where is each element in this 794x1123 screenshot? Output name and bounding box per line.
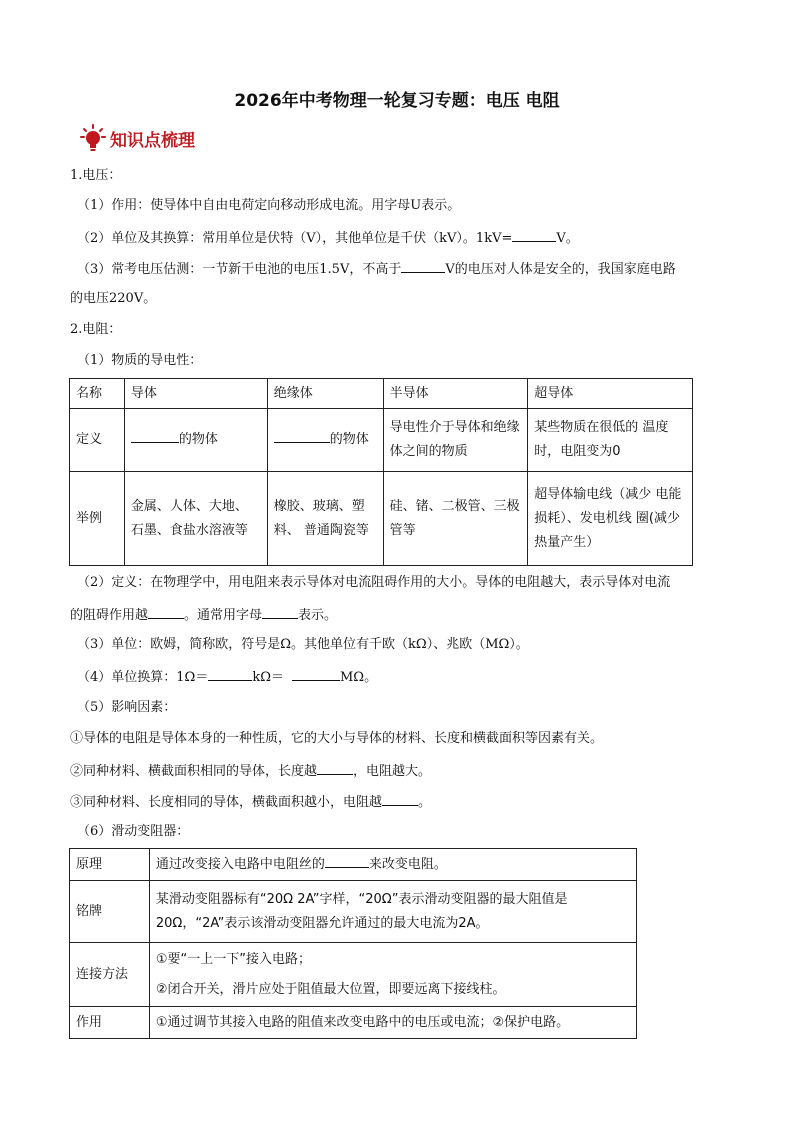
rheostat-heading: （6）滑动变阻器：	[77, 824, 190, 839]
factor-1: ①导体的电阻是导体本身的一种性质，它的大小与导体的材料、长度和横截面积等因素有关。	[70, 731, 604, 746]
fill-blank[interactable]	[292, 666, 340, 681]
row-label: 作用	[70, 1007, 150, 1039]
header-cell: 绝缘体	[267, 379, 383, 409]
table-row	[70, 379, 693, 409]
header-cell: 超导体	[528, 379, 693, 409]
fill-blank[interactable]	[274, 428, 330, 443]
rheostat-table	[69, 848, 637, 1039]
voltage-estimate	[77, 258, 676, 280]
text: 来改变电阻。	[368, 856, 447, 872]
text: （4）单位换算：1Ω＝	[77, 670, 209, 685]
fill-blank[interactable]	[208, 666, 252, 681]
cell-nameplate: 某滑动变阻器标有“20Ω 2A”字样，“20Ω”表示滑动变阻器的最大阻值是20Ω，“2A”表示该滑动变阻器允许通过的最大电流为2A。	[149, 881, 636, 943]
text: 的物体	[329, 432, 369, 447]
lightbulb-icon	[80, 124, 106, 152]
row-label: 连接方法	[70, 943, 150, 1007]
row-label: 举例	[70, 472, 125, 566]
header-cell: 导体	[124, 379, 267, 409]
cell-conductor-def	[124, 409, 267, 472]
cell-connection	[149, 943, 636, 1007]
table-row	[70, 943, 637, 1007]
cell-superconductor-def: 某些物质在很低的 温度时，电阻变为0	[528, 409, 693, 472]
text: V。	[556, 231, 579, 246]
voltage-units	[77, 227, 579, 249]
text: ②同种材料、横截面积相同的导体，长度越	[70, 764, 318, 779]
voltage-function: （1）作用：使导体中自由电荷定向移动形成电流。用字母U表示。	[77, 198, 461, 213]
fill-blank[interactable]	[148, 604, 184, 619]
resistance-definition: （2）定义：在物理学中，用电阻来表示导体对电流阻碍作用的大小。导体的电阻越大，表示导体对电流	[77, 575, 671, 590]
voltage-estimate-cont: 的电压220V。	[70, 291, 157, 306]
table-row	[70, 849, 637, 881]
document-title: 2026年中考物理一轮复习专题：电压 电阻	[234, 91, 560, 111]
row-label: 铭牌	[70, 881, 150, 943]
text: 。	[418, 795, 432, 810]
text: MΩ。	[339, 670, 378, 685]
text: ③同种材料、长度相同的导体，横截面积越小，电阻越	[70, 795, 383, 810]
fill-blank[interactable]	[325, 853, 369, 868]
text: kΩ＝	[252, 670, 284, 685]
fill-blank[interactable]	[262, 604, 298, 619]
cell-conductor-ex: 金属、人体、大地、石墨、食盐水溶液等	[124, 472, 267, 566]
row-label: 定义	[70, 409, 125, 472]
fill-blank[interactable]	[131, 428, 179, 443]
unit-conversion	[77, 666, 377, 688]
row-label: 原理	[70, 849, 150, 881]
cell-semiconductor-def: 导电性介于导体和绝缘体之间的物质	[383, 409, 528, 472]
text: ①要“一上一下”接入电路；	[155, 951, 311, 967]
text: 表示。	[298, 608, 338, 623]
table-row	[70, 409, 693, 472]
heading-voltage: 1.电压：	[70, 168, 122, 183]
fill-blank[interactable]	[512, 227, 556, 242]
table-row	[70, 881, 637, 943]
factors-heading: （5）影响因素：	[77, 700, 177, 715]
text: 通过改变接入电路中电阻丝的	[155, 856, 325, 872]
cell-principle	[149, 849, 636, 881]
cell-insulator-ex: 橡胶、玻璃、塑料、 普通陶瓷等	[267, 472, 383, 566]
text: （3）常考电压估测：一节新干电池的电压1.5V，不高于	[77, 262, 402, 277]
conductivity-heading: （1）物质的导电性：	[77, 353, 203, 368]
text: （2）单位及其换算：常用单位是伏特（V），其他单位是千伏（kV）。1kV=	[77, 231, 513, 246]
section-label: 知识点梳理	[110, 130, 195, 151]
conductivity-table	[69, 378, 693, 566]
resistance-definition-cont	[70, 604, 337, 626]
table-row	[70, 1007, 637, 1039]
factor-3	[70, 791, 431, 813]
cell-insulator-def	[267, 409, 383, 472]
header-cell: 半导体	[383, 379, 528, 409]
cell-semiconductor-ex: 硅、锗、二极管、三极管等	[383, 472, 528, 566]
table-row	[70, 472, 693, 566]
heading-resistance: 2.电阻：	[70, 322, 122, 337]
text: 的阻碍作用越	[70, 608, 149, 623]
cell-superconductor-ex: 超导体输电线（减少 电能损耗）、发电机线 圈(减少热量产生）	[528, 472, 693, 566]
text: V的电压对人体是安全的，我国家庭电路	[445, 262, 676, 277]
header-cell: 名称	[70, 379, 125, 409]
fill-blank[interactable]	[401, 258, 445, 273]
text: ②闭合开关，滑片应处于阻值最大位置，即要远离下接线柱。	[155, 981, 506, 997]
cell-function: ①通过调节其接入电路的阻值来改变电路中的电压或电流；②保护电路。	[149, 1007, 636, 1039]
resistance-units: （3）单位：欧姆，简称欧，符号是Ω。其他单位有千欧（kΩ）、兆欧（MΩ）。	[77, 637, 529, 652]
factor-2	[70, 760, 431, 782]
text: ，电阻越大。	[353, 764, 432, 779]
fill-blank[interactable]	[382, 791, 418, 806]
text: 的物体	[178, 432, 218, 447]
section-header	[80, 124, 195, 152]
fill-blank[interactable]	[317, 760, 353, 775]
text: 。通常用字母	[184, 608, 263, 623]
